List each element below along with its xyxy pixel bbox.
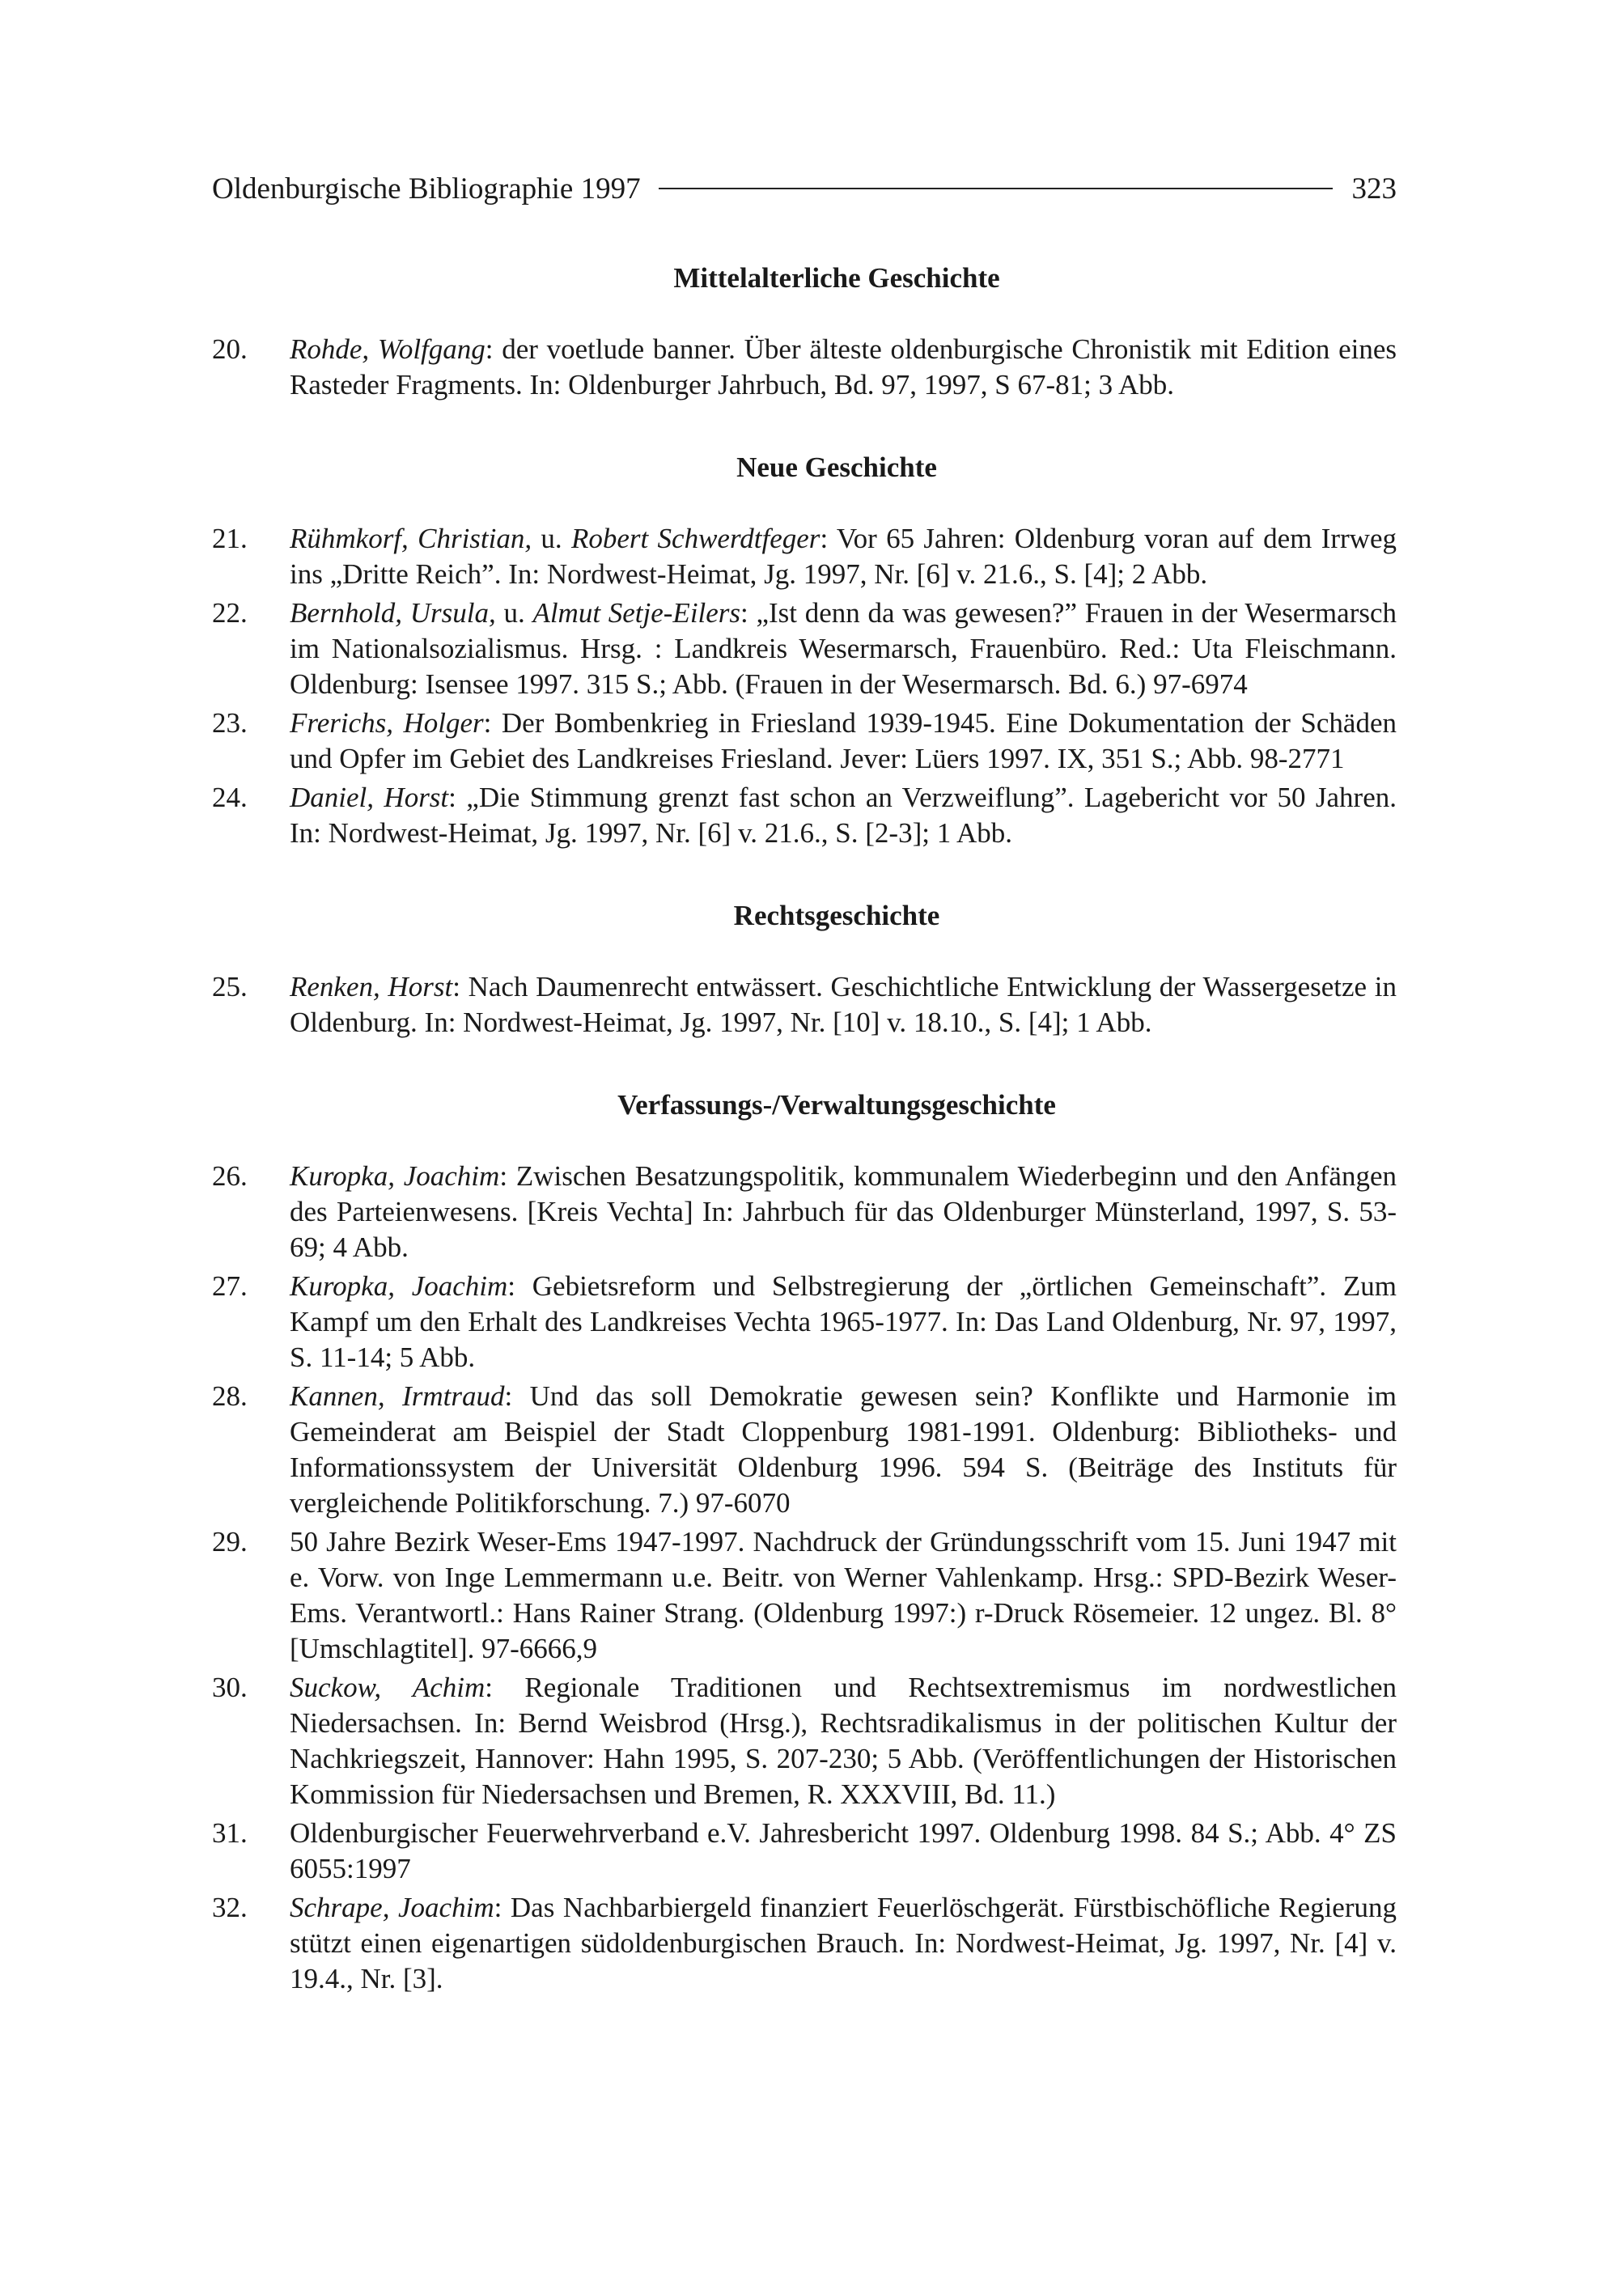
bibliography-entry: [212, 1670, 1397, 1812]
entry-number: 24.: [212, 782, 248, 813]
entry-number: 27.: [212, 1270, 248, 1302]
entry-author: Rühmkorf, Christian,: [290, 523, 532, 554]
bibliography-entry: [212, 1890, 1397, 1997]
entry-text: [290, 332, 1397, 403]
bibliography-entry: [212, 1269, 1397, 1375]
entry-number: 29.: [212, 1526, 248, 1558]
section-heading: Neue Geschichte: [736, 451, 937, 483]
entry-author: Almut Setje-Eilers: [532, 597, 741, 629]
entry-author: Kannen, Irmtraud: [290, 1380, 505, 1412]
entry-author: Suckow, Achim: [290, 1672, 486, 1703]
entry-number: 22.: [212, 597, 248, 629]
entry-number: 21.: [212, 523, 248, 554]
entry-segment: : Vor 65 Jahren: Oldenburg voran auf dem Irrweg ins „Dritte Reich”. In: Nordwest-Heimat, Jg. 1997, Nr. [6] v. 21.6., S. [4]; 2 Abb.: [290, 523, 1397, 590]
section-heading: Verfassungs-/Verwaltungsgeschichte: [617, 1089, 1056, 1121]
entry-number: 31.: [212, 1817, 248, 1849]
entry-text: [290, 1379, 1397, 1521]
bibliography-entry: [212, 1524, 1397, 1667]
entry-text: [290, 1890, 1397, 1997]
entry-segment: : „Die Stimmung grenzt fast schon an Verzweiflung”. Lagebericht vor 50 Jahren. In: Nordwest-Heimat, Jg. 1997, Nr. [6] v. 21.6., S. [2-3]; 1 Abb.: [290, 782, 1397, 849]
entry-segment: : der voetlude banner. Über älteste oldenburgische Chronistik mit Edition eines Rasteder Fragments. In: Oldenburger Jahrbuch, Bd. 97, 1997, S 67-81; 3 Abb.: [290, 333, 1397, 401]
entry-author: Rohde, Wolfgang: [290, 333, 486, 365]
entry-segment: : Und das soll Demokratie gewesen sein? Konflikte und Harmonie im Gemeinderat am Beispiel der Stadt Cloppenburg 1981-1991. Oldenburg: Bibliotheks- und Informationssystem der Universität Oldenburg 1996. 594 S. (Beiträge des Instituts für vergleichende Politikforschung. 7.) 97-6070: [290, 1380, 1397, 1519]
entry-text: [290, 596, 1397, 702]
entry-segment: u.: [495, 597, 533, 629]
entry-text: [290, 969, 1397, 1041]
entry-number: 28.: [212, 1380, 248, 1412]
entry-author: Robert Schwerdtfeger: [570, 523, 820, 554]
bibliography-content: [212, 261, 1397, 2000]
bibliography-entry: [212, 969, 1397, 1041]
entry-text: [290, 1524, 1397, 1667]
entry-text: [290, 1269, 1397, 1375]
bibliography-entry: [212, 1159, 1397, 1265]
bibliography-entry: [212, 780, 1397, 851]
entry-text: [290, 1816, 1397, 1887]
bibliography-entry: [212, 1816, 1397, 1887]
entry-number: 25.: [212, 971, 248, 1002]
running-head-rule: [659, 188, 1333, 189]
entry-segment: : Gebietsreform und Selbstregierung der „örtlichen Gemeinschaft”. Zum Kampf um den Erhalt des Landkreises Vechta 1965-1977. In: Das Land Oldenburg, Nr. 97, 1997, S. 11-14; 5 Abb.: [290, 1270, 1397, 1373]
running-head: [212, 168, 1397, 209]
entry-number: 26.: [212, 1160, 248, 1192]
bibliography-entry: [212, 596, 1397, 702]
section-heading: Mittelalterliche Geschichte: [673, 262, 1000, 294]
entry-text: [290, 1670, 1397, 1812]
entry-segment: : Nach Daumenrecht entwässert. Geschichtliche Entwicklung der Wassergesetze in Oldenburg. In: Nordwest-Heimat, Jg. 1997, Nr. [10] v. 18.10., S. [4]; 1 Abb.: [290, 971, 1397, 1038]
entry-author: Daniel, Horst: [290, 782, 449, 813]
entry-segment: : Der Bombenkrieg in Friesland 1939-1945. Eine Dokumentation der Schäden und Opfer im Gebiet des Landkreises Friesland. Jever: Lüers 1997. IX, 351 S.; Abb. 98-2771: [290, 707, 1397, 774]
entry-segment: : „Ist denn da was gewesen?” Frauen in der Wesermarsch im Nationalsozialismus. Hrsg. : Landkreis Wesermarsch, Frauenbüro. Red.: Uta Fleischmann. Oldenburg: Isensee 1997. 315 S.; Abb. (Frauen in der Wesermarsch. Bd. 6.) 97-6974: [290, 597, 1397, 700]
entry-segment: : Das Nachbarbiergeld finanziert Feuerlöschgerät. Fürstbischöfliche Regierung stützt einen eigenartigen südoldenburgischen Brauch. In: Nordwest-Heimat, Jg. 1997, Nr. [4] v. 19.4., Nr. [3].: [290, 1892, 1397, 1994]
running-head-title: Oldenburgische Bibliographie 1997: [212, 172, 641, 206]
bibliography-entry: [212, 332, 1397, 403]
entry-text: [290, 706, 1397, 777]
entry-author: Schrape, Joachim: [290, 1892, 494, 1923]
entry-number: 20.: [212, 333, 248, 365]
section-heading: Rechtsgeschichte: [733, 900, 940, 931]
bibliography-entry: [212, 1379, 1397, 1521]
entry-text: [290, 521, 1397, 592]
entry-number: 32.: [212, 1892, 248, 1923]
entry-author: Kuropka, Joachim: [290, 1270, 508, 1302]
bibliography-entry: [212, 521, 1397, 592]
entry-author: Renken, Horst: [290, 971, 453, 1002]
entry-segment: : Zwischen Besatzungspolitik, kommunalem Wiederbeginn und den Anfängen des Parteienwesens. [Kreis Vechta] In: Jahrbuch für das Oldenburger Münsterland, 1997, S. 53-69; 4 Abb.: [290, 1160, 1397, 1263]
entry-author: Bernhold, Ursula,: [290, 597, 496, 629]
entry-author: Kuropka, Joachim: [290, 1160, 500, 1192]
entry-segment: : Regionale Traditionen und Rechtsextremismus im nordwestlichen Niedersachsen. In: Bernd Weisbrod (Hrsg.), Rechtsradikalismus in der politischen Kultur der Nachkriegszeit, Hannover: Hahn 1995, S. 207-230; 5 Abb. (Veröffentlichungen der Historischen Kommission für Niedersachsen und Bremen, R. XXXVIII, Bd. 11.): [290, 1672, 1397, 1810]
entry-author: Frerichs, Holger: [290, 707, 484, 739]
entry-number: 30.: [212, 1672, 248, 1703]
entry-text: [290, 780, 1397, 851]
entry-segment: 50 Jahre Bezirk Weser-Ems 1947-1997. Nachdruck der Gründungsschrift vom 15. Juni 1947 mit e. Vorw. von Inge Lemmermann u.e. Beitr. von Werner Vahlenkamp. Hrsg.: SPD-Bezirk Weser-Ems. Verantwortl.: Hans Rainer Strang. (Oldenburg 1997:) r-Druck Rösemeier. 12 ungez. Bl. 8° [Umschlagtitel]. 97-6666,9: [290, 1526, 1397, 1664]
entry-number: 23.: [212, 707, 248, 739]
page-number: 323: [1351, 172, 1397, 206]
entry-segment: u.: [532, 523, 571, 554]
entry-segment: Oldenburgischer Feuerwehrverband e.V. Jahresbericht 1997. Oldenburg 1998. 84 S.; Abb. 4° ZS 6055:1997: [290, 1817, 1397, 1884]
entry-text: [290, 1159, 1397, 1265]
bibliography-entry: [212, 706, 1397, 777]
